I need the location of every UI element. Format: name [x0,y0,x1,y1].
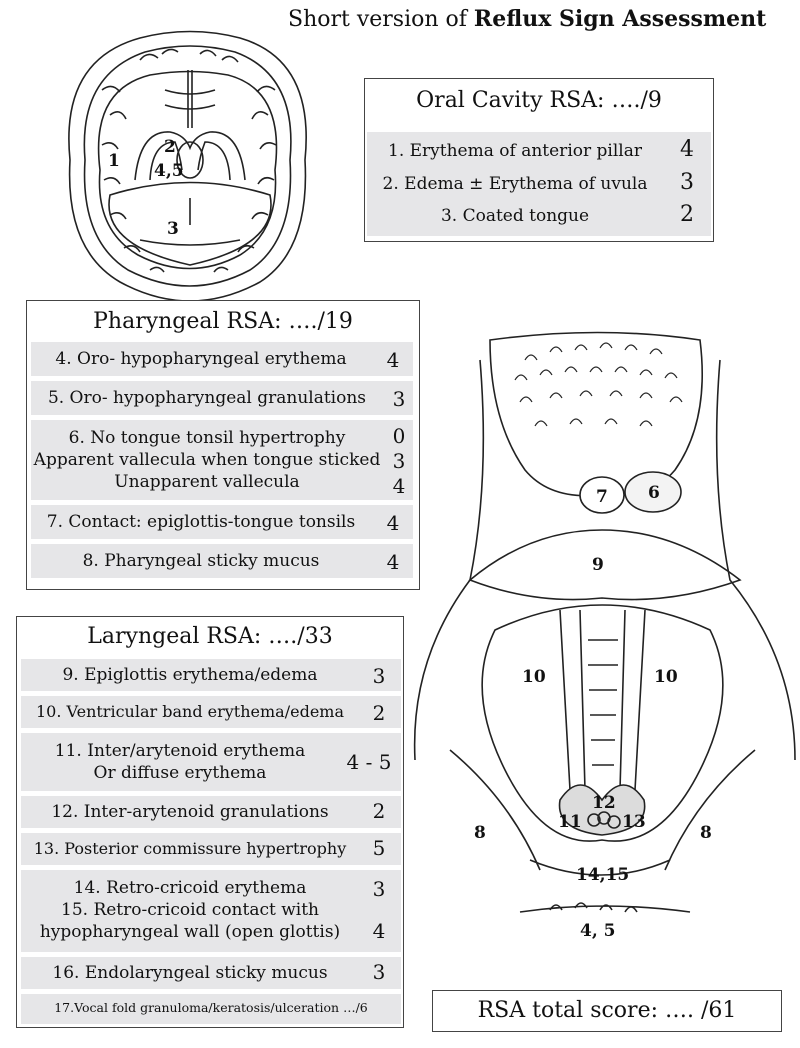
laryngeal-item-11-line2: Or diffuse erythema [93,763,267,783]
oral-score-1: 4 [680,137,694,162]
laryngeal-item-9: 9. Epiglottis erythema/edema [62,665,318,685]
mouth-label-1: 1 [108,151,120,171]
pharyngeal-item-6-line1: 6. No tongue tonsil hypertrophy [68,428,346,448]
laryngeal-row-14-15 [21,870,401,952]
oral-item-2: 2. Edema ± Erythema of uvula [382,174,648,194]
larynx-illustration [410,330,800,941]
pharyngeal-row-4 [31,342,413,376]
larynx-label-8a: 8 [474,823,486,843]
pharyngeal-header: Pharyngeal RSA: …./19 [93,309,353,334]
laryngeal-score-12: 2 [372,799,386,823]
laryngeal-row-16 [21,957,401,989]
laryngeal-row-11 [21,733,401,791]
laryngeal-score-11: 4 - 5 [346,750,392,774]
title-prefix: Short version of [288,7,474,32]
oral-cavity-illustration [40,20,340,310]
laryngeal-item-12: 12. Inter-arytenoid granulations [51,802,329,822]
pharyngeal-item-4: 4. Oro- hypopharyngeal erythema [55,349,347,369]
laryngeal-box [16,616,404,1028]
pharyngeal-item-6-line2: Apparent vallecula when tongue sticked [33,450,381,470]
larynx-label-1415: 14,15 [576,865,630,885]
pharyngeal-score-6c: 4 [392,474,406,498]
laryngeal-row-9 [21,659,401,691]
title-bold: Reflux Sign Assessment [473,6,767,32]
larynx-label-7: 7 [596,487,608,507]
laryngeal-row-12 [21,796,401,828]
rsa-total-score: RSA total score: …. /61 [432,990,782,1032]
pharyngeal-row-7 [31,505,413,539]
pharyngeal-item-8: 8. Pharyngeal sticky mucus [82,551,320,571]
larynx-label-10a: 10 [522,667,546,687]
larynx-label-8b: 8 [700,823,712,843]
laryngeal-item-16: 16. Endolaryngeal sticky mucus [52,963,328,983]
oral-score-3: 2 [680,202,694,227]
oral-cavity-header: Oral Cavity RSA: …./9 [416,88,662,113]
larynx-label-6: 6 [648,483,660,503]
mouth-label-3: 3 [167,219,179,239]
laryngeal-item-15-line2: hypopharyngeal wall (open glottis) [39,922,341,942]
laryngeal-score-9: 3 [372,664,386,688]
pharyngeal-score-7: 4 [386,511,400,535]
pharyngeal-item-7: 7. Contact: epiglottis-tongue tonsils [46,512,356,532]
oral-item-1: 1. Erythema of anterior pillar [388,141,642,161]
mouth-label-45: 4,5 [154,161,184,181]
page-title [288,6,766,32]
oral-item-3: 3. Coated tongue [440,206,590,226]
laryngeal-score-10: 2 [372,701,386,725]
pharyngeal-row-5 [31,381,413,415]
larynx-label-45: 4, 5 [580,921,616,941]
pharyngeal-score-5: 3 [392,387,406,411]
oral-cavity-rows [367,132,711,236]
pharyngeal-score-4: 4 [386,348,400,372]
laryngeal-score-16: 3 [372,960,386,984]
pharyngeal-row-6 [31,420,413,500]
pharyngeal-row-8 [31,544,413,578]
pharyngeal-item-5: 5. Oro- hypopharyngeal granulations [47,388,367,408]
larynx-label-9: 9 [592,555,604,575]
oral-cavity-box [364,78,714,242]
pharyngeal-score-6b: 3 [392,449,406,473]
mouth-label-2: 2 [164,137,176,157]
laryngeal-item-14: 14. Retro-cricoid erythema [73,878,307,898]
laryngeal-header: Laryngeal RSA: …./33 [87,624,333,649]
laryngeal-item-11-line1: 11. Inter/arytenoid erythema [54,741,306,761]
laryngeal-row-13 [21,833,401,865]
laryngeal-score-15: 4 [372,919,386,943]
oral-score-2: 3 [680,170,694,195]
laryngeal-item-13: 13. Posterior commissure hypertrophy [33,839,347,858]
laryngeal-score-13: 5 [372,836,386,860]
larynx-label-11: 11 [558,812,582,832]
laryngeal-row-10 [21,696,401,728]
laryngeal-item-15-line1: 15. Retro-cricoid contact with [61,900,319,920]
laryngeal-score-14: 3 [372,877,386,901]
larynx-label-12: 12 [592,793,616,813]
pharyngeal-box [26,300,420,590]
larynx-label-13: 13 [622,812,646,832]
pharyngeal-score-8: 4 [386,550,400,574]
pharyngeal-item-6-line3: Unapparent vallecula [114,472,300,492]
laryngeal-item-10: 10. Ventricular band erythema/edema [35,702,344,721]
laryngeal-row-17 [21,994,401,1024]
larynx-label-10b: 10 [654,667,678,687]
laryngeal-item-17: 17.Vocal fold granuloma/keratosis/ulceration …/6 [54,1000,368,1015]
pharyngeal-score-6a: 0 [392,424,406,448]
